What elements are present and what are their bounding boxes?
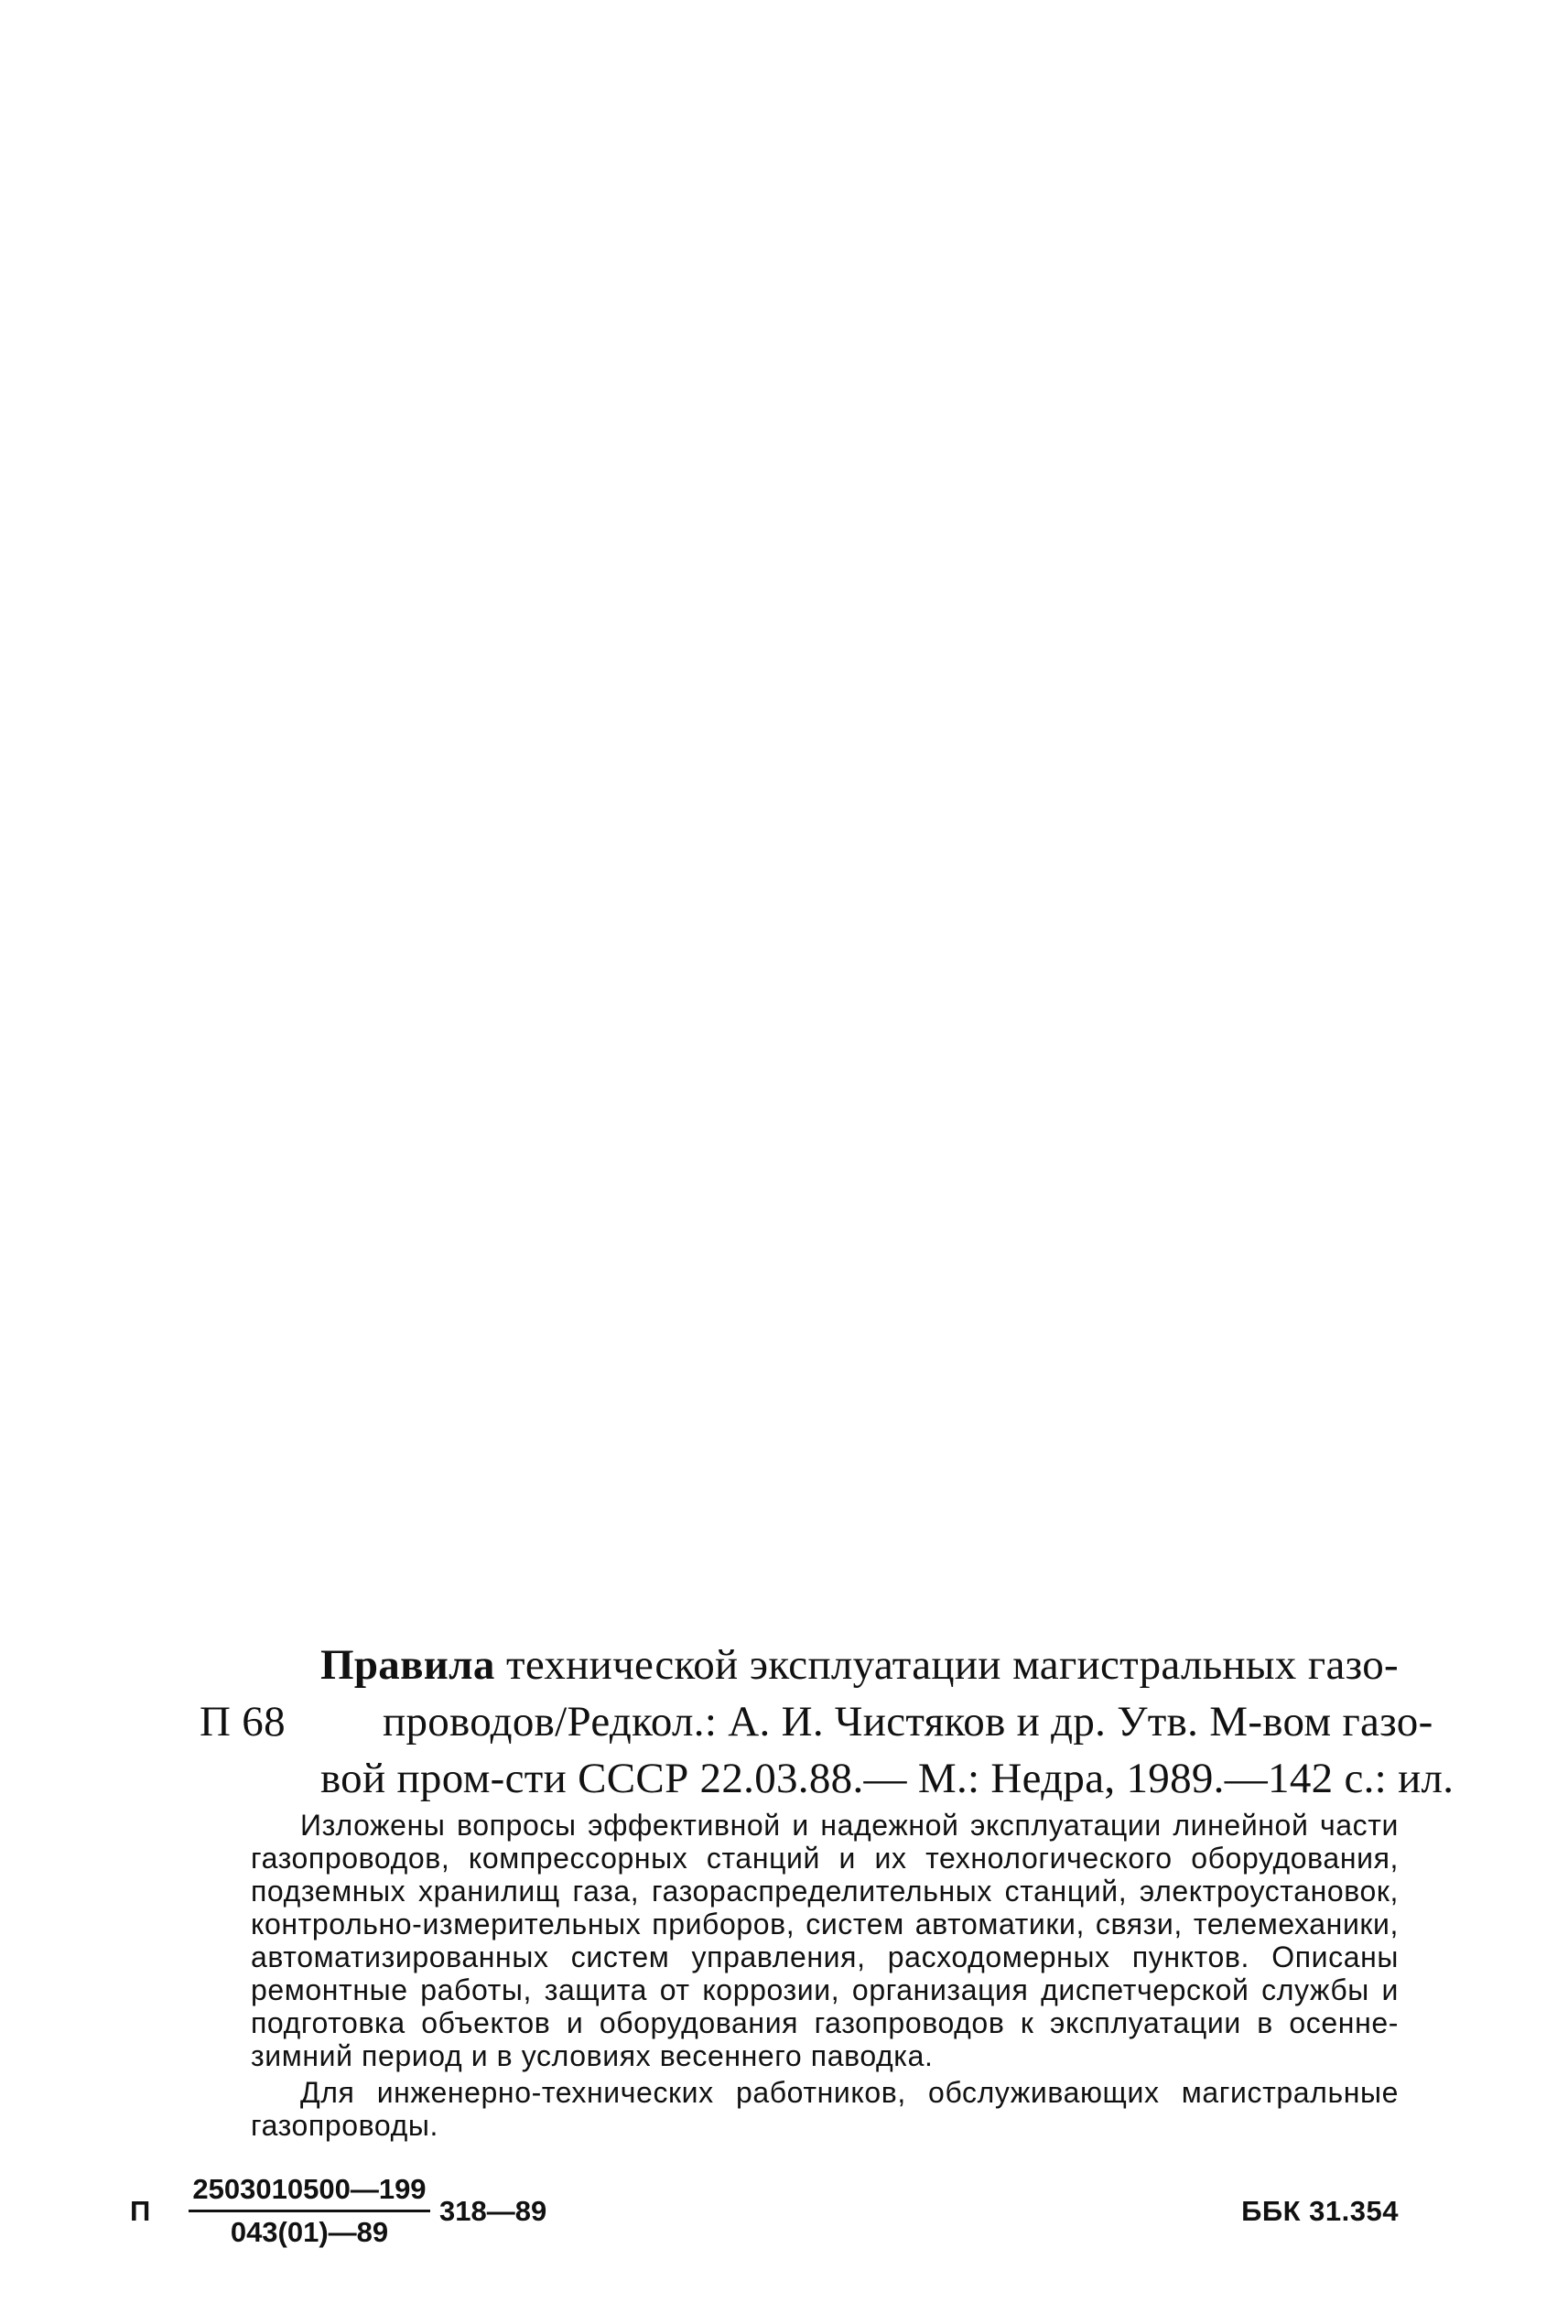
publication-suffix: 318—89 (439, 2195, 547, 2227)
publication-letter: П (130, 2195, 151, 2227)
bbk-index: ББК 31.354 (1241, 2195, 1399, 2227)
publication-fraction (189, 2171, 430, 2251)
title-bold-word: Правила (320, 1641, 495, 1689)
abstract (251, 1809, 1399, 2142)
class-code: П 68 (200, 1698, 286, 1746)
publication-codes (130, 2171, 1399, 2259)
abstract-paragraph-2: Для инженерно-технических работников, обслуживающих магистральные газопроводы. (251, 2076, 1399, 2142)
heading-line-3: вой пром-сти СССР 22.03.88.— М.: Недра, 1989.—142 с.: ил. (320, 1755, 1454, 1802)
fraction-bar (189, 2210, 430, 2212)
heading-line-1 (320, 1637, 1399, 1693)
heading-line-1-text: технической эксплуатации магистральных газо- (494, 1641, 1399, 1689)
abstract-paragraph-1: Изложены вопросы эффективной и надежной эксплуатации линейной части газопроводов, компрессорных станций и их технологического оборудования, подземных хранилищ газа, газораспределительных станций, электроустановок, контрольно-измерительных приборов, систем автоматики, связи, телемеханики, автоматизированных систем управления, расходомерных пунктов. Описаны ремонтные работы, защита от коррозии, организация диспетчерской службы и подготовка объектов и оборудования газопроводов к эксплуатации в осенне-зимний период и в условиях весеннего паводка. (251, 1809, 1399, 2072)
fraction-denominator: 043(01)—89 (230, 2216, 389, 2248)
bibliographic-heading (172, 1637, 1454, 1807)
fraction-numerator: 2503010500—199 (192, 2173, 427, 2205)
catalog-card (130, 1637, 1454, 2248)
heading-line-2: проводов/Редкол.: А. И. Чистяков и др. Утв. М-вом газо- (383, 1698, 1433, 1746)
